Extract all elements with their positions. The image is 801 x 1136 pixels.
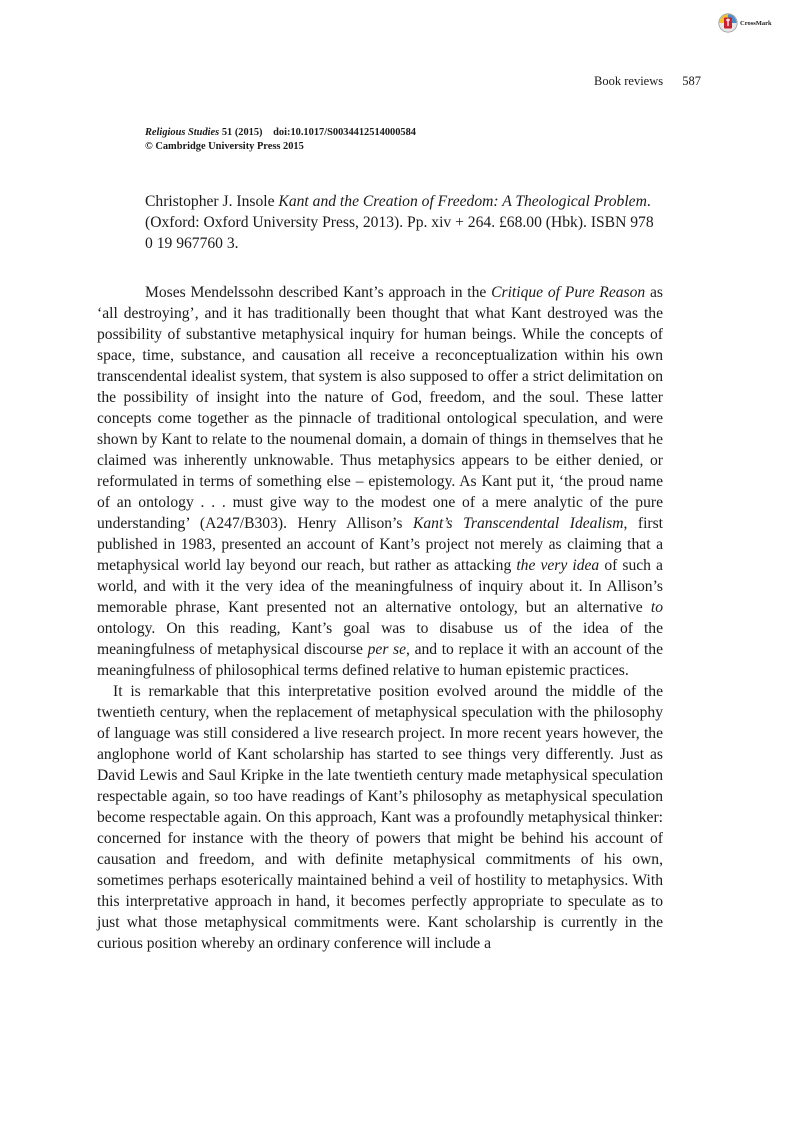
review-body [97, 282, 663, 954]
crossmark-icon [718, 13, 738, 33]
body-paragraph-2: It is remarkable that this interpretative position evolved around the middle of the twentieth century, when the replacement of metaphysical speculation with the philosophy of language was still considered a live research project. In more recent years however, the anglophone world of Kant scholarship has started to see things very differently. Just as David Lewis and Saul Kripke in the late twentieth century made metaphysical speculation respectable again, so too have readings of Kant’s philosophy as metaphysical speculation become respectable again. On this approach, Kant was a profoundly metaphysical thinker: concerned for instance with the theory of powers that might be behind his account of causation and freedom, and with definite metaphysical commitments of his own, sometimes perhaps esoterically maintained behind a veil of hostility to metaphysics. With this interpretative approach in hand, it becomes perfectly appropriate to speculate as to just what those metaphysical commitments were. Kant scholarship is currently in the curious position whereby an ordinary conference will include a [97, 683, 663, 952]
journal-volume: 51 [221, 127, 233, 138]
journal-citation-line [145, 126, 416, 140]
page-number: 587 [682, 74, 701, 88]
section-title: Book reviews [594, 74, 664, 88]
emphasis: the very idea [516, 557, 600, 574]
review-book-title: Kant and the Creation of Freedom: A Theological Problem [278, 193, 647, 210]
journal-year: (2015) [234, 127, 263, 138]
journal-doi: doi:10.1017/S0034412514000584 [273, 127, 417, 138]
review-book-author: Christopher J. Insole [145, 193, 275, 210]
emphasis: per se [367, 641, 407, 658]
emphasis: to [650, 599, 663, 616]
emphasis: Critique of Pure Reason [491, 284, 646, 301]
journal-metadata [145, 126, 416, 154]
body-paragraph-1: Moses Mendelssohn described Kant’s approach in the Critique of Pure Reason as ‘all destroying’, and it has traditionally been thought that what Kant destroyed was the possibility of substantive metaphysical inquiry for human beings. While the concepts of space, time, substance, and causation all receive a reconceptualization within his own transcendental idealist system, that system is also supposed to offer a strict delimitation on the possibility of insight into the nature of God, freedom, and the soul. These latter concepts come together as the pinnacle of traditional ontological speculation, and were shown by Kant to relate to the noumenal domain, a domain of things in themselves that he claimed was inherently unknowable. Thus metaphysics appears to be either denied, or reformulated in terms of something else – epistemology. As Kant put it, ‘the proud name of an ontology . . . must give way to the modest one of a mere analytic of the pure understanding’ (A247/B303). Henry Allison’s Kant’s Transcendental Idealism, first published in 1983, presented an account of Kant’s project not merely as claiming that a metaphysical world lay beyond our reach, but rather as attacking the very idea of such a world, and with it the very idea of the meaningfulness of inquiry about it. In Allison’s memorable phrase, Kant presented not an alternative ontology, but an alternative to ontology. On this reading, Kant’s goal was to disabuse us of the idea of the meaningfulness of metaphysical discourse per se, and to replace it with an account of the meaningfulness of philosophical terms defined relative to human epistemic practices. [97, 284, 663, 679]
journal-copyright: © Cambridge University Press 2015 [145, 141, 304, 152]
crossmark-badge[interactable] [718, 12, 790, 34]
crossmark-label: CrossMark [740, 19, 772, 27]
review-publication-details: . (Oxford: Oxford University Press, 2013). Pp. xiv + 264. £68.00 (Hbk). ISBN 978 0 19 967760 3. [145, 193, 654, 252]
emphasis: Kant’s Transcendental Idealism [412, 515, 624, 532]
review-bibliographic-header [145, 191, 665, 254]
journal-name: Religious Studies [145, 127, 220, 138]
running-head [594, 74, 701, 89]
